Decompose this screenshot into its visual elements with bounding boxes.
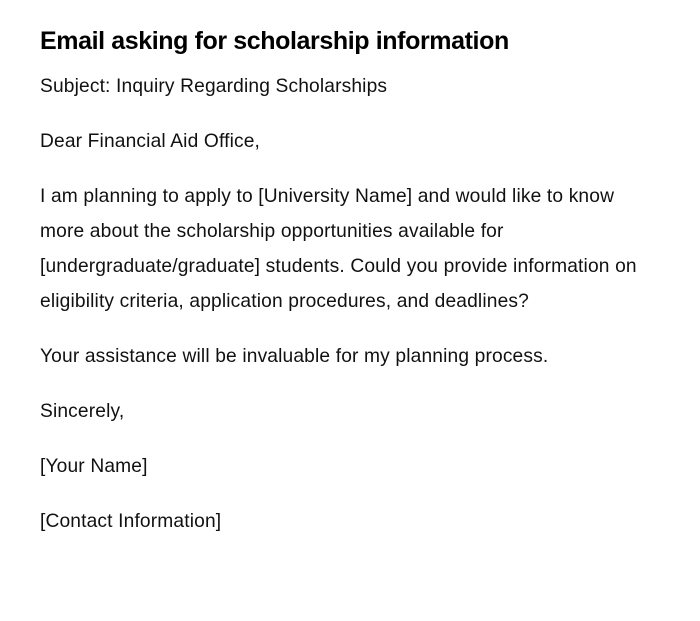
sender-contact-placeholder: [Contact Information] (40, 511, 222, 532)
email-sign-off: Sincerely, (40, 401, 125, 422)
email-body-paragraph: I am planning to apply to [University Name] and would like to know more about the scholarship opportunities available for [undergraduate/graduate] students. Could you provide information on eligibility criteria, application procedures, and deadlines? (40, 186, 637, 312)
email-greeting: Dear Financial Aid Office, (40, 131, 261, 152)
sender-name-placeholder: [Your Name] (40, 456, 148, 477)
email-closing-line: Your assistance will be invaluable for my planning process. (40, 346, 549, 367)
email-template-document (40, 26, 640, 539)
email-subject-line: Subject: Inquiry Regarding Scholarships (40, 76, 388, 97)
document-title: Email asking for scholarship information (40, 27, 509, 55)
